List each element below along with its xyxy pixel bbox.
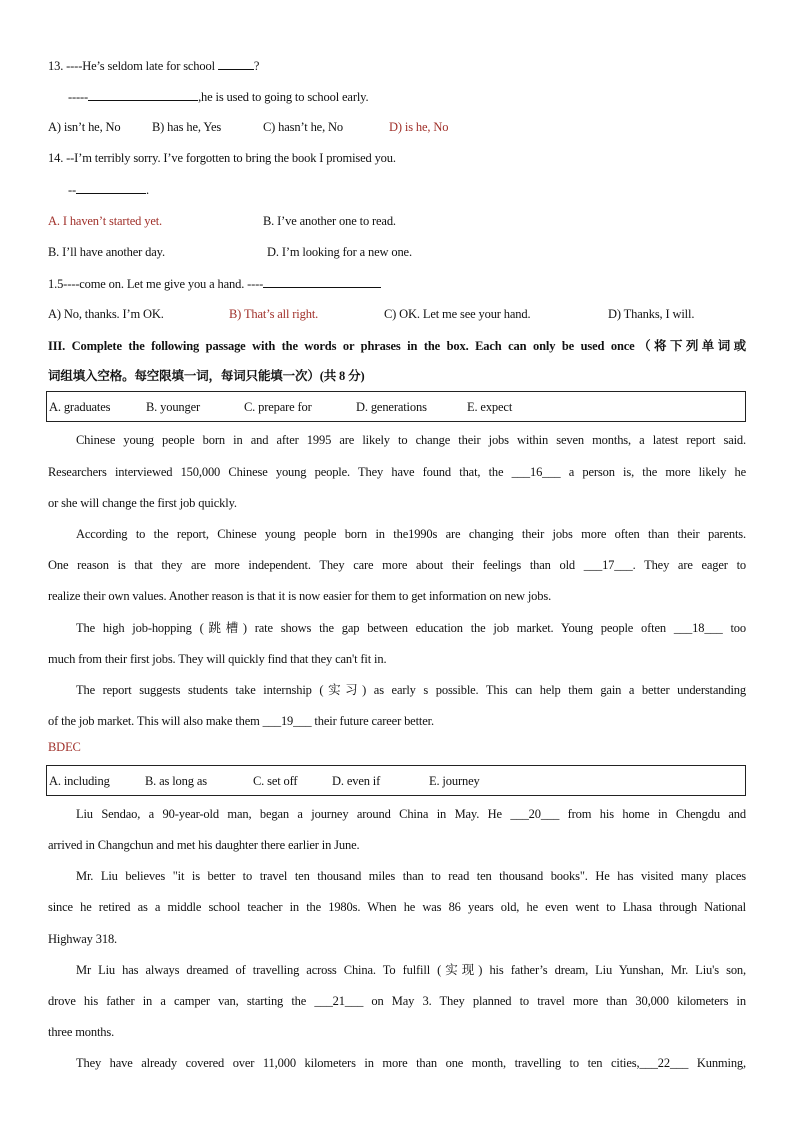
passage1-line-4: According to the report, Chinese young people born in the1990s are changing their jobs more often than their parents. — [76, 527, 746, 541]
q15-option-c[interactable]: C) OK. Let me see your hand. — [384, 307, 531, 321]
q15-stem-line — [48, 275, 381, 292]
q13-reply-prefix: ----- — [68, 90, 89, 104]
q14-reply-prefix: -- — [68, 183, 77, 197]
q14-option-a-answer[interactable]: A. I haven’t started yet. — [48, 214, 163, 228]
q15-blank[interactable] — [263, 275, 381, 288]
passage2-line-3: Mr. Liu believes "it is better to travel ten thousand miles than to read ten thousand books". He has visited many places — [76, 869, 746, 883]
passage1-line-5: One reason is that they are more independent. They care more about their feelings than old ___17___. They are eager to — [48, 558, 746, 572]
box2-option-d: D. even if — [332, 774, 381, 788]
q14-option-c[interactable]: B. I’ll have another day. — [48, 245, 165, 259]
q13-reply-blank[interactable] — [88, 88, 198, 101]
q15-option-b-answer[interactable]: B) That’s all right. — [229, 307, 319, 321]
passage2-line-5: Highway 318. — [48, 932, 118, 946]
q14-option-d[interactable]: D. I’m looking for a new one. — [267, 245, 412, 259]
passage1-line-8: much from their first jobs. They will quickly find that they can't fit in. — [48, 652, 387, 666]
q13-blank[interactable] — [218, 57, 254, 70]
box2-option-e: E. journey — [429, 774, 480, 788]
q14-option-b[interactable]: B. I’ve another one to read. — [263, 214, 396, 228]
q13-option-c[interactable]: C) hasn’t he, No — [263, 120, 343, 134]
passage1-line-3: or she will change the first job quickly. — [48, 496, 237, 510]
q13-stem: 13. ----He’s seldom late for school — [48, 59, 215, 73]
q13-reply-text: ,he is used to going to school early. — [198, 90, 369, 104]
section3-heading-line2: 词组填入空格。每空限填一词，每词只能填一次）(共 8 分) — [48, 369, 365, 383]
q14-reply-end: . — [146, 183, 150, 197]
passage2-line-9: They have already covered over 11,000 kilometers in more than one month, travelling to ten cities,___22___ Kunming, — [76, 1056, 746, 1070]
passage2-line-1: Liu Sendao, a 90-year-old man, began a journey around China in May. He ___20___ from his home in Chengdu and — [76, 807, 746, 821]
box1-option-e: E. expect — [467, 400, 513, 414]
box1-option-b: B. younger — [146, 400, 201, 414]
q14-stem: 14. --I’m terribly sorry. I’ve forgotten to bring the book I promised you. — [48, 151, 396, 165]
q13-options — [48, 119, 121, 135]
passage2-line-6: Mr Liu has always dreamed of travelling across China. To fulfill (实现) his father’s dream, Liu Yunshan, Mr. Liu's son, — [76, 963, 746, 977]
box1-option-c: C. prepare for — [244, 400, 312, 414]
q13-reply-line — [68, 88, 368, 105]
box1-option-a: A. graduates — [49, 400, 111, 414]
box2-option-a: A. including — [49, 774, 110, 788]
passage1-line-7: The high job-hopping (跳槽) rate shows the gap between education the job market. Young people often ___18___ too — [76, 621, 746, 635]
passage2-line-2: arrived in Changchun and met his daughter there earlier in June. — [48, 838, 360, 852]
passage1-line-6: realize their own values. Another reason is that it is now easier for them to get information on new jobs. — [48, 589, 552, 603]
box1-option-d: D. generations — [356, 400, 427, 414]
passage2-line-4: since he retired as a middle school teacher in the 1980s. When he was 86 years old, he even went to Lhasa through National — [48, 900, 746, 914]
q14-reply-blank[interactable] — [76, 181, 146, 194]
q13-option-a[interactable]: A) isn’t he, No — [48, 120, 121, 134]
passage2-line-7: drove his father in a camper van, starting the ___21___ on May 3. They planned to travel more than 30,000 kilometers in — [48, 994, 746, 1008]
word-box-2 — [46, 765, 746, 796]
q13-stem-end: ? — [253, 59, 260, 73]
q15-option-d[interactable]: D) Thanks, I will. — [608, 307, 695, 321]
q13-option-b[interactable]: B) has he, Yes — [152, 120, 222, 134]
q13-stem-line — [48, 57, 259, 74]
passage1-line-1: Chinese young people born in and after 1995 are likely to change their jobs within seven months, a latest report said. — [76, 433, 746, 447]
q15-stem: 1.5----come on. Let me give you a hand. ---- — [48, 277, 264, 291]
q15-option-a[interactable]: A) No, thanks. I’m OK. — [48, 307, 164, 321]
section3-heading-line1: III. Complete the following passage with the words or phrases in the box. Each can only be used once（将下列单词或 — [48, 339, 746, 353]
passage1-line-2: Researchers interviewed 150,000 Chinese young people. They have found that, the ___16___ a person is, the more likely he — [48, 465, 746, 479]
box2-option-b: B. as long as — [145, 774, 207, 788]
answer-key-1: BDEC — [48, 740, 81, 754]
box2-option-c: C. set off — [253, 774, 298, 788]
passage1-line-10: of the job market. This will also make them ___19___ their future career better. — [48, 714, 434, 728]
passage2-line-8: three months. — [48, 1025, 115, 1039]
q14-reply-line — [68, 181, 149, 198]
passage1-line-9: The report suggests students take internship (实习) as early s possible. This can help them gain a better understanding — [76, 683, 746, 697]
word-box-1 — [46, 391, 746, 422]
q13-option-d-answer[interactable]: D) is he, No — [389, 120, 449, 134]
